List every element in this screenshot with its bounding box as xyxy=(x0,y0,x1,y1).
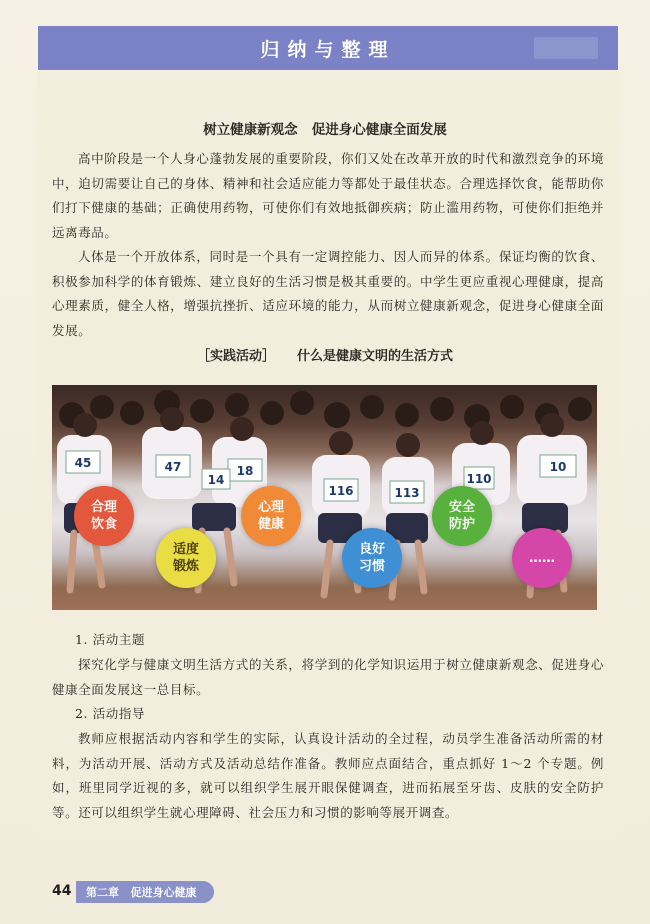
header-title: 归纳与整理 xyxy=(260,38,396,61)
bib-number: 116 xyxy=(328,484,354,498)
activity-guidance-body: 教师应根据活动内容和学生的实际，认真设计活动的全过程，动员学生准备活动所需的材料，为活动开展、活动方式及活动总结作准备。教师应点面结合，重点抓好 1～2 个专题。例如，班里同学近视的多，就可以组织学生展开眼保健调查，进而拓展至牙齿、皮肤的安全防护等。还可以组织学生就心理障碍、社会压力和习惯的影响等展开调查。 xyxy=(52,731,604,820)
section-title: 树立健康新观念 促进身心健康全面发展 xyxy=(203,122,447,138)
bubble-balanced-diet: 合理 饮食 xyxy=(74,486,134,546)
bib-number: 14 xyxy=(207,473,225,487)
activity-title xyxy=(0,345,650,364)
intro-paragraph-1: 高中阶段是一个人身心蓬勃发展的重要阶段，你们又处在改革开放的时代和激烈竞争的环境中，迫切需要让自己的身体、精神和社会适应能力等都处于最佳状态。合理选择饮食，能帮助你们打下健康的基础；正确使用药物，可使你们有效地抵御疾病；防止滥用药物，可使你们拒绝并远离毒品。 xyxy=(52,151,604,240)
activity-theme-body: 探究化学与健康文明生活方式的关系，将学到的化学知识运用于树立健康新观念、促进身心健康全面发展这一总目标。 xyxy=(52,657,604,697)
activity-guidance-heading: 2. 活动指导 xyxy=(75,706,146,721)
chapter-tab: 第二章 促进身心健康 xyxy=(76,881,214,903)
bubble-safety-protection: 安全 防护 xyxy=(432,486,492,546)
marathon-runners-photo xyxy=(52,385,597,610)
activity-theme-heading: 1. 活动主题 xyxy=(75,632,146,647)
page-number: 44 xyxy=(52,883,72,899)
bib-number: 18 xyxy=(236,464,254,478)
bib-number: 10 xyxy=(549,460,567,474)
bubble-good-habits: 良好 习惯 xyxy=(342,528,402,588)
bubble-more: …… xyxy=(512,528,572,588)
activity-label: ［实践活动］ xyxy=(196,349,275,364)
activity-name: 什么是健康文明的生活方式 xyxy=(297,349,454,364)
intro-paragraph-2: 人体是一个开放体系，同时是一个具有一定调控能力、因人而异的体系。保证均衡的饮食、积极参加科学的体育锻炼、建立良好的生活习惯是极其重要的。中学生更应重视心理健康，提高心理素质，健全人格，增强抗挫折、适应环境的能力，从而树立健康新观念，促进身心健康全面发展。 xyxy=(52,249,604,338)
bib-number: 47 xyxy=(164,460,182,474)
bib-number: 110 xyxy=(466,472,492,486)
bib-number: 113 xyxy=(394,486,420,500)
header-decoration xyxy=(534,37,598,59)
bubble-moderate-exercise: 适度 锻炼 xyxy=(156,528,216,588)
runners-illustration xyxy=(52,385,597,610)
bubble-mental-health: 心理 健康 xyxy=(241,486,301,546)
header-band xyxy=(38,26,618,70)
bib-number: 45 xyxy=(74,456,92,470)
